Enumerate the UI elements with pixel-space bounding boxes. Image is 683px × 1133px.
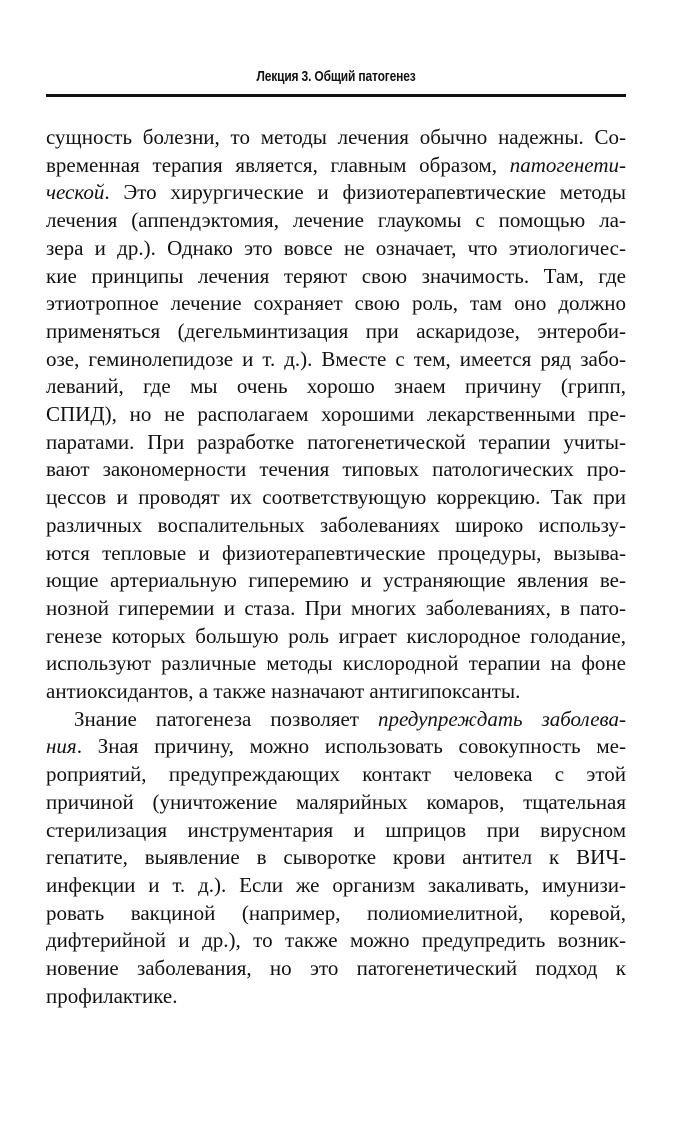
text-line (46, 733, 626, 761)
text-line: генезе которых большую роль играет кислородное голодание, (46, 623, 626, 648)
text-fragment: . Зная причину, можно использовать совокупность ме- (76, 734, 626, 759)
text-line: инфекции и т. д.). Если же организм закаливать, имунизи- (46, 872, 626, 897)
text-line: сущность болезни, то методы лечения обычно надежны. Со- (46, 125, 626, 149)
text-line (46, 179, 626, 207)
running-header: Лекция 3. Общий патогенез (256, 68, 416, 85)
text-line: паратами. При разработке патогенетической терапии учиты- (46, 429, 626, 454)
text-line: причиной (уничтожение малярийных комаров, тщательная (46, 789, 626, 814)
italic-term: предупреждать заболева- (377, 706, 626, 731)
text-fragment: временная терапия является, главным образом, (46, 152, 510, 177)
text-line: используют различные методы кислородной терапии на фоне (46, 651, 626, 676)
text-fragment: . Это хирургические и физиотерапевтические методы (104, 180, 626, 205)
italic-term: ческой (46, 180, 105, 205)
text-line: роприятий, предупреждающих контакт человека с этой (46, 762, 626, 787)
paragraph-2 (46, 706, 626, 1011)
text-line: леваний, где мы очень хорошо знаем причину (грипп, (46, 374, 626, 399)
text-fragment: Знание патогенеза позволяет (74, 706, 378, 731)
italic-term: ния (46, 734, 77, 759)
text-line: профилактике. (46, 983, 178, 1008)
text-line: СПИД), но не располагаем хорошими лекарственными пре- (46, 402, 626, 427)
text-line: зера и др.). Однако это вовсе не означает, что этиологичес- (46, 235, 626, 260)
text-line: стерилизация инструментария и шприцов при вирусном (46, 817, 626, 842)
header-rule (46, 94, 626, 97)
text-line: кие принципы лечения теряют свою значимость. Там, где (46, 263, 626, 288)
text-line: цессов и проводят их соответствующую коррекцию. Так при (46, 485, 626, 510)
text-line: дифтерийной и др.), то также можно предупредить возник- (46, 928, 626, 953)
text-line: лечения (аппендэктомия, лечение глаукомы с помощью ла- (46, 208, 626, 233)
text-line: вают закономерности течения типовых патологических про- (46, 457, 626, 482)
text-line (46, 706, 626, 734)
text-line: этиотропное лечение сохраняет свою роль, там оно должно (46, 291, 626, 316)
text-line (46, 152, 626, 180)
text-line: различных воспалительных заболеваниях широко использу- (46, 512, 626, 537)
text-line: антиоксидантов, а также назначают антигипоксанты. (46, 679, 521, 704)
paragraph-1 (46, 124, 626, 706)
text-line: озе, геминолепидозе и т. д.). Вместе с тем, имеется ряд забо- (46, 346, 626, 371)
body-text (46, 124, 626, 1011)
text-line: ровать вакциной (например, полиомиелитной, коревой, (46, 900, 626, 925)
italic-term: патогенети- (509, 152, 626, 177)
text-line: новение заболевания, но это патогенетический подход к (46, 956, 626, 981)
text-line: нозной гиперемии и стаза. При многих заболеваниях, в пато- (46, 595, 626, 620)
text-line: применяться (дегельминтизация при аскаридозе, энтероби- (46, 318, 626, 343)
text-line: ются тепловые и физиотерапевтические процедуры, вызыва- (46, 540, 626, 565)
text-line: ющие артериальную гиперемию и устраняющие явления ве- (46, 568, 626, 593)
text-line: гепатите, выявление в сыворотке крови антител к ВИЧ- (46, 845, 626, 870)
